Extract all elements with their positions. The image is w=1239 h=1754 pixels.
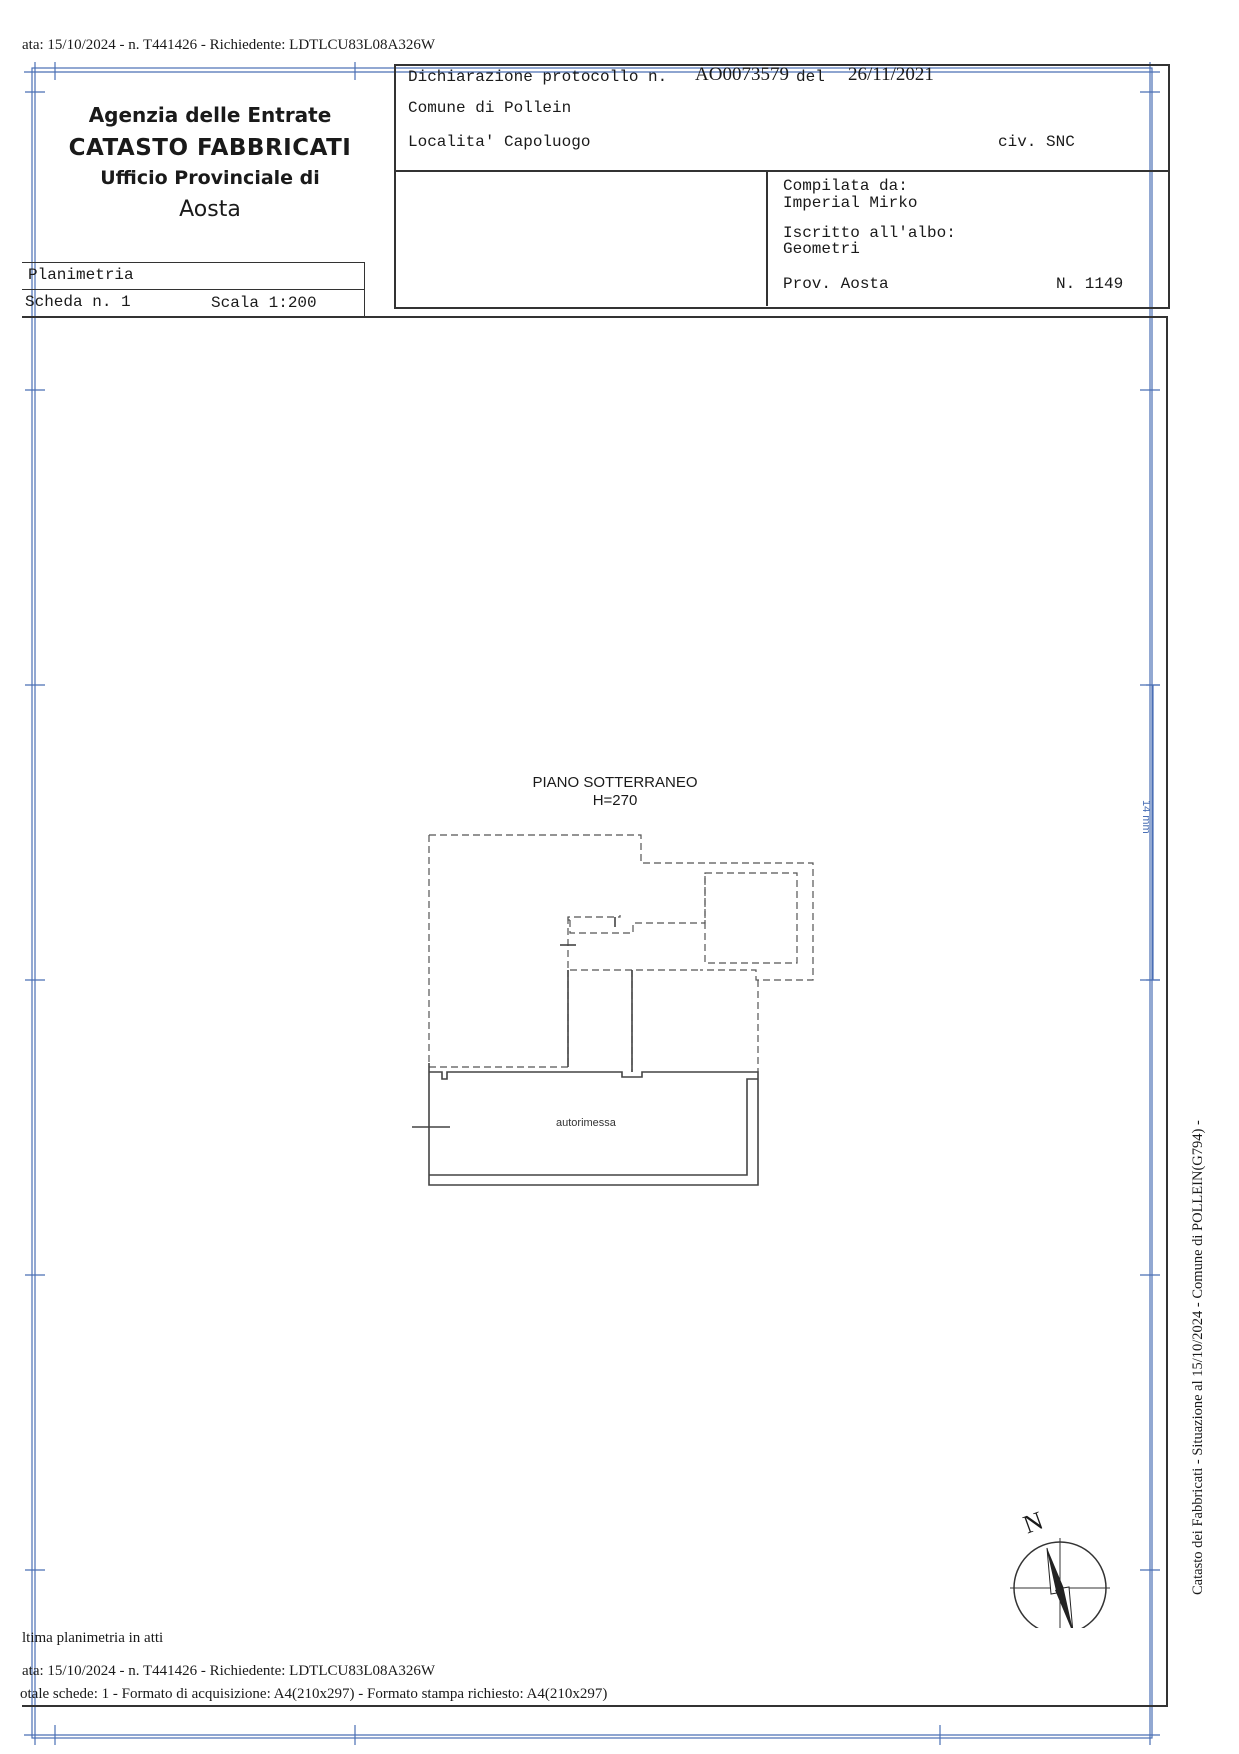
localita-text: Localita' Capoluogo bbox=[408, 133, 591, 151]
sheet-row-divider bbox=[22, 289, 364, 290]
civ-text: civ. SNC bbox=[998, 133, 1075, 151]
protocol-date: 26/11/2021 bbox=[848, 64, 934, 85]
agency-title: Agenzia delle Entrate bbox=[88, 103, 332, 127]
side-situazione-text: Catasto dei Fabbricati - Situazione al 15/10/2024 - Comune di POLLEIN(G794) - bbox=[1190, 1120, 1206, 1595]
albo-text: Geometri bbox=[783, 240, 860, 258]
scale-text: Scala 1:200 bbox=[211, 294, 317, 312]
footer-totale-line: otale schede: 1 - Formato di acquisizione: A4(210x297) - Formato stampa richiesto: A4(210x297) bbox=[20, 1686, 608, 1702]
room-label: autorimessa bbox=[556, 1117, 616, 1129]
floor-height: H=270 bbox=[592, 792, 638, 809]
compilata-label: Compilata da: bbox=[783, 177, 908, 195]
footer-data-line: ata: 15/10/2024 - n. T441426 - Richiedente: LDTLCU83L08A326W bbox=[22, 1663, 435, 1679]
north-arrow-icon bbox=[1005, 1505, 1125, 1628]
declaration-divider bbox=[394, 170, 1168, 172]
floor-label: PIANO SOTTERRANEO bbox=[532, 774, 698, 791]
scheda-number: Scheda n. 1 bbox=[25, 293, 131, 311]
protocol-label: Dichiarazione protocollo n. bbox=[408, 68, 668, 86]
sheet-title: Planimetria bbox=[28, 266, 134, 284]
catasto-title: CATASTO FABBRICATI bbox=[68, 135, 352, 161]
margin-mark: 14 mm bbox=[1140, 800, 1152, 834]
city-title: Aosta bbox=[179, 197, 241, 222]
comune-text: Comune di Pollein bbox=[408, 99, 572, 117]
request-header-line: ata: 15/10/2024 - n. T441426 - Richiedente: LDTLCU83L08A326W bbox=[22, 37, 435, 53]
protocol-number: AO0073579 bbox=[695, 64, 789, 85]
del-label: del bbox=[796, 68, 825, 86]
iscritto-label: Iscritto all'albo: bbox=[783, 224, 956, 242]
prov-text: Prov. Aosta bbox=[783, 275, 889, 293]
last-plan-note: ltima planimetria in atti bbox=[22, 1630, 164, 1646]
compiler-name: Imperial Mirko bbox=[783, 194, 918, 212]
compiler-divider bbox=[766, 170, 768, 306]
floor-plan bbox=[410, 825, 830, 1190]
north-letter: N bbox=[1019, 1505, 1048, 1540]
albo-number: N. 1149 bbox=[1056, 275, 1124, 293]
ufficio-title: Ufficio Provinciale di bbox=[100, 167, 320, 189]
